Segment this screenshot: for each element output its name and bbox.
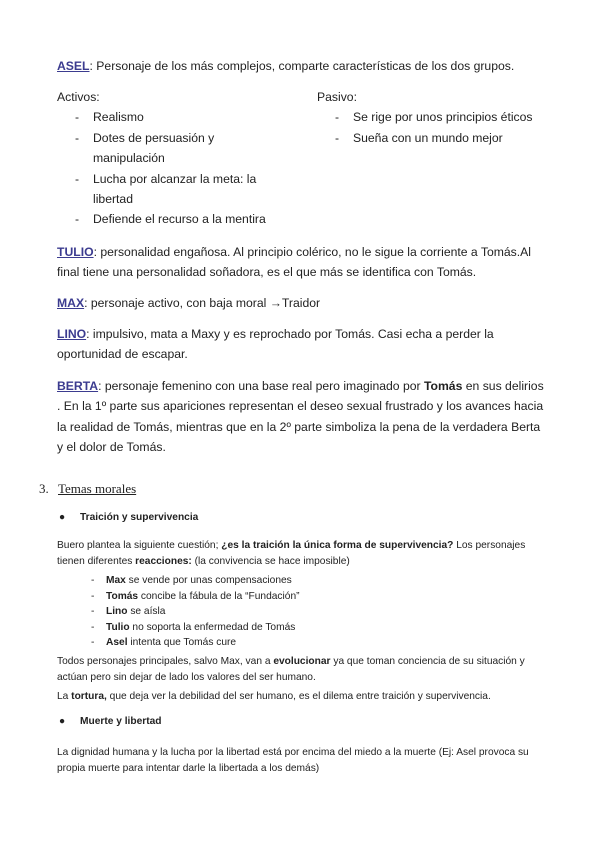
list-item: - Defiende el recurso a la mentira: [57, 209, 287, 229]
asel-paragraph: [57, 56, 557, 76]
reacciones-label: reacciones:: [135, 556, 192, 567]
key-question: ¿es la traición la única forma de supervivencia?: [221, 540, 454, 551]
asel-description: : Personaje de los más complejos, comparte características de los dos grupos.: [89, 59, 515, 73]
character-ref: Asel: [106, 637, 128, 649]
reaction-text: se aísla: [127, 606, 166, 618]
list-item: [91, 573, 300, 589]
body-text: Todos personajes principales, salvo Max, van a: [57, 656, 274, 667]
list-item: [91, 589, 300, 605]
character-name-berta: BERTA: [57, 379, 99, 393]
berta-tomas: Tomás: [423, 379, 463, 393]
berta-description-2: en sus delirios . En la 1º parte sus apariciones representan el deseo sexual frustrado y los avances hacia la realidad de Tomás, mientras que en la 2º parte simboliza la pena de la verdadera Berta y el dolor de Tomás.: [57, 379, 544, 455]
muerte-heading: Muerte y libertad: [80, 716, 162, 727]
character-name-asel: ASEL: [57, 59, 90, 73]
reaction-text: intenta que Tomás cure: [127, 637, 237, 649]
berta-description-1: : personaje femenino con una base real pero imaginado por: [98, 379, 424, 393]
max-paragraph: [57, 293, 549, 313]
list-item: - Se rige por unos principios éticos: [317, 107, 567, 127]
activos-column: [57, 87, 287, 230]
berta-paragraph: [57, 376, 549, 458]
list-item: - Lucha por alcanzar la meta: la libertad: [57, 169, 287, 210]
character-ref: Tulio: [106, 621, 130, 633]
body-text: que deja ver la debilidad del ser humano, es el dilema entre traición y supervivencia.: [106, 691, 491, 702]
character-ref: Lino: [106, 606, 128, 618]
character-name-tulio: TULIO: [57, 245, 94, 259]
body-text: ya que toman conciencia de su situación y actúan pero sin dejar de lado los valores del ser humano.: [57, 656, 525, 683]
bullet-icon: ●: [59, 512, 66, 523]
activos-label: Activos:: [57, 90, 100, 104]
intro-text: Los personajes tienen diferentes: [57, 540, 526, 567]
list-item: [91, 604, 300, 620]
muerte-paragraph: [57, 745, 549, 777]
character-name-max: MAX: [57, 296, 85, 310]
bullet-icon: ●: [59, 716, 66, 727]
lino-description: : impulsivo, mata a Maxy y es reprochado por Tomás. Casi echa a perder la oportunidad de escapar.: [57, 327, 494, 362]
reaction-text: no soporta la enfermedad de Tomás: [129, 621, 296, 633]
list-item: [91, 635, 300, 651]
list-item: [91, 620, 300, 636]
tulio-paragraph: [57, 242, 549, 283]
reaction-text: concibe la fábula de la “Fundación”: [138, 590, 300, 602]
max-description: : personaje activo, con baja moral →Traidor: [84, 296, 321, 310]
traicion-intro: [57, 538, 549, 570]
reacciones-list: [91, 573, 300, 651]
subheading-muerte: [59, 716, 162, 727]
emphasis: evolucionar: [273, 656, 331, 667]
lino-paragraph: [57, 324, 549, 365]
list-item: - Realismo: [57, 107, 287, 127]
intro-text: (la convivencia se hace imposible): [191, 556, 350, 567]
section-title: Temas morales: [58, 481, 137, 496]
tulio-description: : personalidad engañosa. Al principio colérico, no le sigue la corriente a Tomás.Al final tiene una personalidad soñadora, es el que más se identifica con Tomás.: [57, 245, 531, 280]
reaction-text: se vende por unas compensaciones: [125, 575, 292, 586]
section-number: 3.: [39, 481, 49, 496]
activos-list: [57, 107, 287, 229]
character-ref: Tomás: [106, 590, 139, 602]
character-name-lino: LINO: [57, 327, 87, 341]
tortura-paragraph: [57, 689, 549, 705]
pasivo-label: Pasivo:: [317, 90, 357, 104]
subheading-traicion: [59, 512, 198, 523]
list-item: - Dotes de persuasión y manipulación: [57, 128, 287, 169]
evolucion-paragraph: [57, 654, 549, 686]
body-text: La: [57, 691, 72, 702]
traicion-heading: Traición y supervivencia: [80, 512, 199, 523]
emphasis: tortura,: [71, 691, 107, 702]
character-ref: Max: [106, 575, 126, 586]
pasivo-column: [317, 87, 567, 148]
body-text: La dignidad humana y la lucha por la libertad está por encima del miedo a la muerte (Ej: Asel provoca su propia muerte para intentar darle la libertada a los demás): [57, 747, 529, 774]
section-heading: [39, 481, 136, 497]
intro-text: Buero plantea la siguiente cuestión;: [57, 540, 222, 551]
list-item: - Sueña con un mundo mejor: [317, 128, 567, 148]
pasivo-list: [317, 107, 567, 148]
